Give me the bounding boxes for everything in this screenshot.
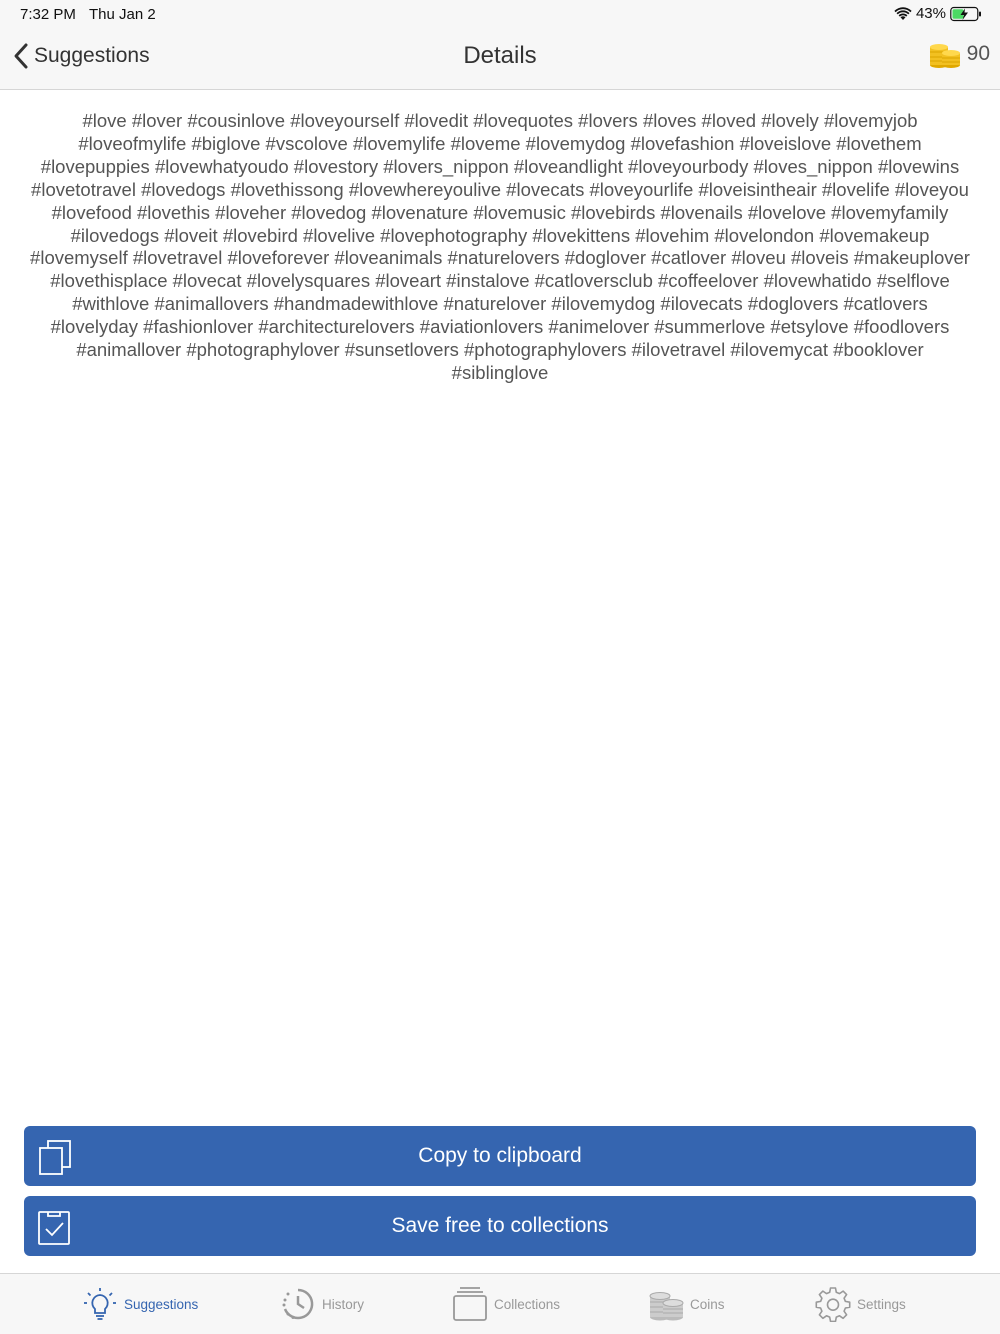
battery-percent: 43% [915,5,946,22]
coins-icon [648,1286,684,1322]
gear-icon [815,1286,851,1322]
status-bar [0,0,1000,28]
page-title: Details [463,42,537,69]
tab-label: Settings [857,1296,906,1312]
tab-label: Collections [494,1296,561,1312]
tab-coins[interactable] [648,1286,725,1322]
back-button-label: Suggestions [34,44,150,67]
history-icon [280,1286,316,1322]
back-button[interactable] [12,42,150,70]
chevron-left-icon [12,42,30,70]
wifi-icon [894,7,912,21]
status-date: Thu Jan 2 [89,6,156,23]
coins-count: 90 [966,42,990,65]
navigation-bar [0,28,1000,90]
save-to-collections-button[interactable] [24,1196,976,1256]
coin-stack-icon [929,39,961,69]
tab-label: History [322,1296,365,1312]
hashtag-text: #love #lover #cousinlove #loveyourself #lovedit #lovequotes #lovers #loves #loved #lovely #lovemyjob #loveofmylife #biglove #vscolove #lovemylife #loveme #lovemydog #lovefashion #loveislove #lovethem #lovepuppies #lovewhatyoudo #lovestory #lovers_nippon #loveandlight #loveyourbody #loves_nippon #lovewins #lovetotravel #lovedogs #lovethissong #lovewhereyoulive #lovecats #loveyourlife #loveisintheair #lovelife #loveyou #lovefood #lovethis #loveher #lovedog #lovenature #lovemusic #lovebirds #lovenails #lovelove #lovemyfamily #ilovedogs #loveit #lovebird #lovelive #lovephotography #lovekittens #lovehim #lovelondon #lovemakeup #lovemyself #lovetravel #loveforever #loveanimals #naturelovers #doglover #catlover #loveu #loveis #makeuplover #lovethisplace #lovecat #lovelysquares #loveart #instalove #catloversclub #coffeelover #lovewhatido #selflove #withlove #animallovers #handmadewithlove #naturelover #ilovemydog #ilovecats #doglovers #catlovers #lovelyday #fashionlover #architecturelovers #aviationlovers #animelover #summerlove #etsylove #foodlovers #animallover #photographylover #sunsetlovers #photographylovers #ilovetravel #ilovemycat #booklover #siblinglove [30,110,970,383]
tab-collections[interactable] [452,1286,560,1322]
tab-label: Suggestions [124,1296,199,1312]
tab-history[interactable] [280,1286,364,1322]
save-button-label: Save free to collections [391,1214,609,1237]
tab-suggestions[interactable] [82,1286,198,1322]
copy-button-label: Copy to clipboard [418,1144,582,1167]
collections-icon [452,1286,488,1322]
status-indicators [894,5,982,22]
tab-bar [0,1273,1000,1334]
lightbulb-icon [82,1286,118,1322]
tab-settings[interactable] [815,1286,906,1322]
battery-icon [950,6,982,22]
tab-label: Coins [690,1296,725,1312]
copy-to-clipboard-button[interactable] [24,1126,976,1186]
status-time: 7:32 PM [20,6,76,23]
coins-counter[interactable] [929,39,990,69]
